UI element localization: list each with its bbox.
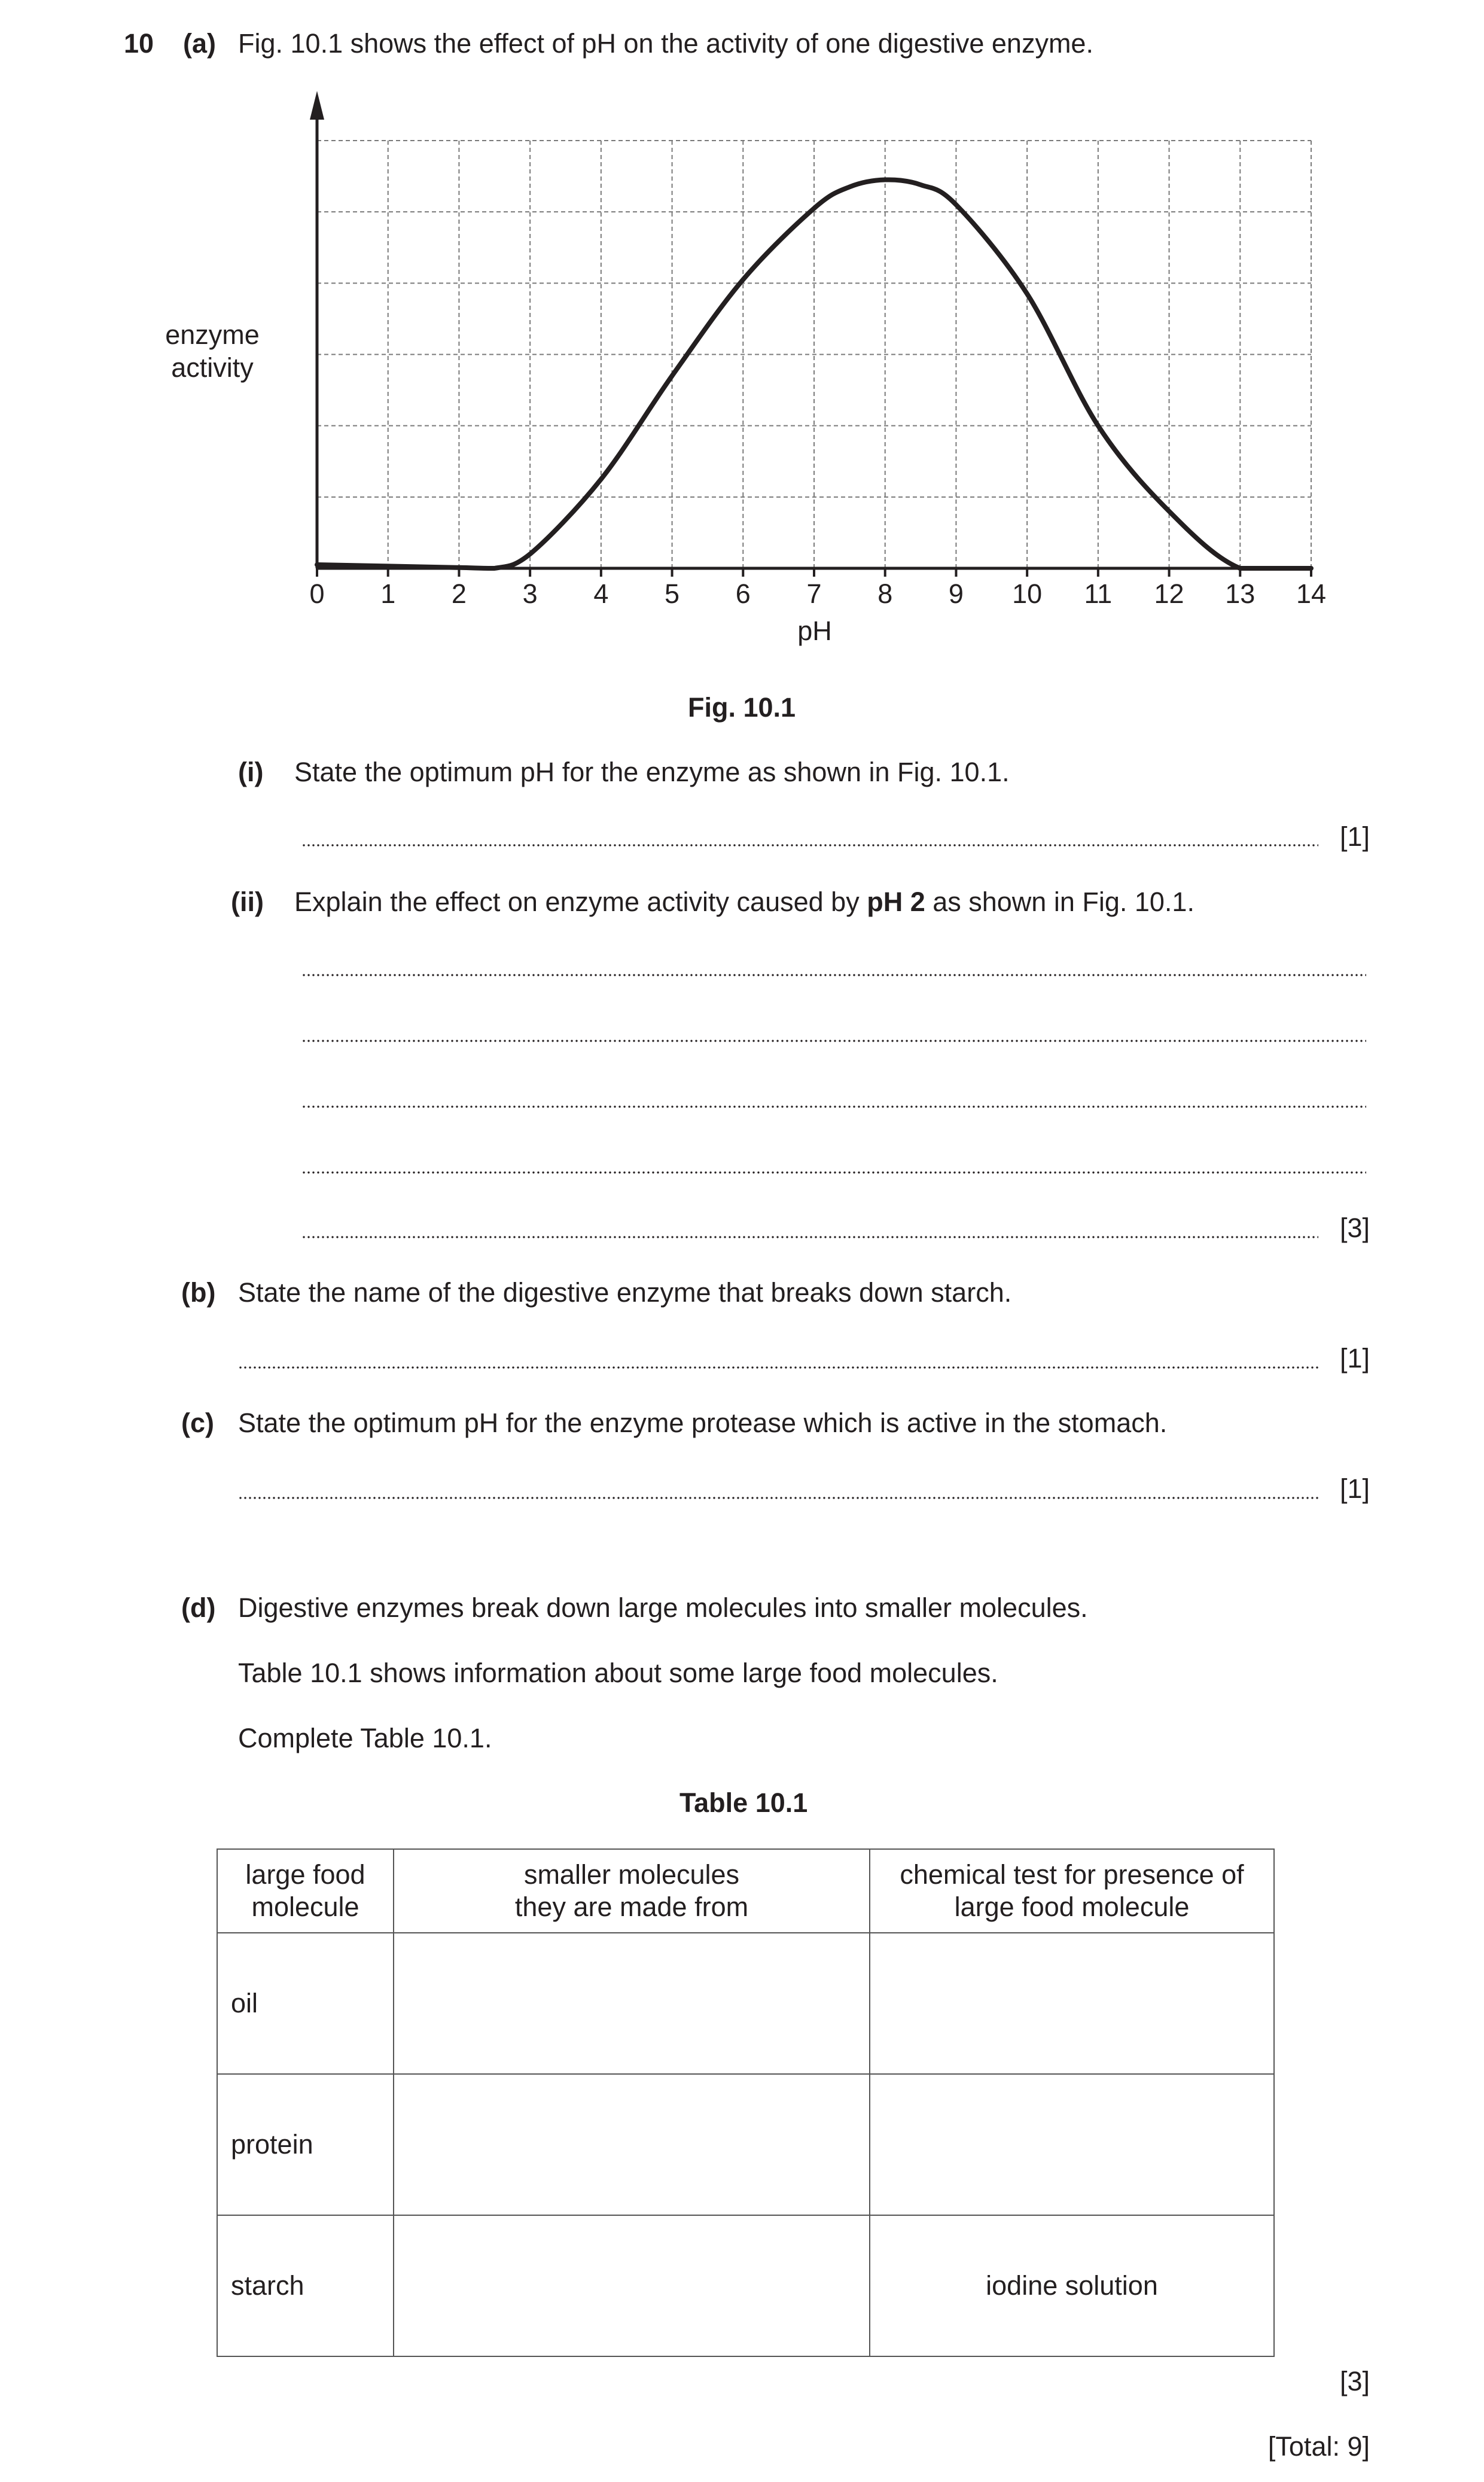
question-number: 10 (124, 28, 154, 59)
x-tick-label: 14 (1296, 578, 1327, 609)
cell-starch-chemical-test: iodine solution (870, 2215, 1274, 2356)
cell-starch-smaller-molecules[interactable] (394, 2215, 870, 2356)
food-molecule-table (217, 1848, 1275, 2357)
answer-line-ii-1[interactable] (301, 974, 1366, 976)
x-tick-label: 10 (1012, 578, 1043, 609)
x-tick-label: 12 (1154, 578, 1184, 609)
sub-i-label: (i) (238, 757, 264, 787)
total-marks: [Total: 9] (1267, 2431, 1370, 2462)
table-header-row (217, 1849, 1274, 1933)
marks-d: [3] (1339, 2366, 1370, 2396)
figure-caption: Fig. 10.1 (688, 692, 796, 723)
marks-c: [1] (1339, 1473, 1370, 1504)
answer-line-i[interactable] (301, 844, 1318, 846)
table-caption: Table 10.1 (679, 1787, 808, 1818)
cell-starch: starch (217, 2215, 394, 2356)
header-3-line2: large food molecule (954, 1892, 1190, 1922)
table-row (217, 1933, 1274, 2074)
answer-line-ii-4[interactable] (301, 1171, 1366, 1174)
answer-line-ii-2[interactable] (301, 1040, 1366, 1042)
marks-ii: [3] (1339, 1213, 1370, 1243)
sub-ii-label: (ii) (231, 887, 264, 917)
part-a-stem: Fig. 10.1 shows the effect of pH on the activity of one digestive enzyme. (238, 28, 1093, 59)
header-chemical-test (870, 1849, 1274, 1933)
part-c-text: State the optimum pH for the enzyme protease which is active in the stomach. (238, 1408, 1168, 1438)
part-d-label: (d) (181, 1592, 216, 1623)
x-tick-label: 2 (451, 578, 467, 609)
part-d-line3: Complete Table 10.1. (238, 1723, 492, 1753)
x-tick-label: 6 (735, 578, 751, 609)
answer-line-ii-5[interactable] (301, 1236, 1318, 1238)
cell-protein-chemical-test[interactable] (870, 2074, 1274, 2215)
part-b-label: (b) (181, 1277, 216, 1308)
marks-b: [1] (1339, 1343, 1370, 1374)
part-d-line2: Table 10.1 shows information about some large food molecules. (238, 1658, 998, 1688)
y-axis-label-line2: activity (171, 352, 254, 383)
part-b-text: State the name of the digestive enzyme that breaks down starch. (238, 1277, 1012, 1308)
y-axis-arrow-icon (310, 91, 324, 120)
answer-line-ii-3[interactable] (301, 1106, 1366, 1108)
sub-ii-text-before: Explain the effect on enzyme activity caused by (294, 887, 867, 917)
cell-oil-smaller-molecules[interactable] (394, 1933, 870, 2074)
enzyme-activity-chart (0, 0, 1484, 670)
marks-i: [1] (1339, 821, 1370, 852)
chart-x-ticks (309, 568, 1326, 609)
answer-line-c[interactable] (238, 1497, 1318, 1499)
x-tick-label: 8 (877, 578, 893, 609)
header-1-line2: molecule (251, 1892, 359, 1922)
x-tick-label: 7 (806, 578, 822, 609)
x-tick-label: 0 (309, 578, 325, 609)
table-row (217, 2215, 1274, 2356)
header-1-line1: large food (245, 1859, 365, 1890)
x-tick-label: 5 (665, 578, 680, 609)
header-3-line1: chemical test for presence of (900, 1859, 1244, 1890)
sub-ii-text-after: as shown in Fig. 10.1. (925, 887, 1194, 917)
x-tick-label: 4 (593, 578, 609, 609)
answer-line-b[interactable] (238, 1366, 1318, 1369)
cell-protein: protein (217, 2074, 394, 2215)
cell-protein-smaller-molecules[interactable] (394, 2074, 870, 2215)
x-tick-label: 13 (1225, 578, 1256, 609)
cell-oil-chemical-test[interactable] (870, 1933, 1274, 2074)
header-2-line1: smaller molecules (523, 1859, 740, 1890)
header-smaller-molecules (394, 1849, 870, 1933)
x-tick-label: 1 (380, 578, 396, 609)
y-axis-label-line1: enzyme (165, 319, 260, 350)
x-axis-label: pH (797, 616, 832, 646)
cell-oil: oil (217, 1933, 394, 2074)
x-tick-label: 3 (522, 578, 538, 609)
sub-i-text: State the optimum pH for the enzyme as shown in Fig. 10.1. (294, 757, 1010, 787)
sub-ii-text (294, 887, 1194, 918)
part-d-line1: Digestive enzymes break down large molecules into smaller molecules. (238, 1592, 1088, 1623)
part-a-label: (a) (183, 28, 216, 59)
table-row (217, 2074, 1274, 2215)
header-2-line2: they are made from (514, 1892, 749, 1922)
part-c-label: (c) (181, 1408, 214, 1438)
x-tick-label: 9 (948, 578, 964, 609)
x-tick-label: 11 (1084, 578, 1113, 609)
sub-ii-text-bold: pH 2 (867, 887, 925, 917)
header-large-food-molecule (217, 1849, 394, 1933)
